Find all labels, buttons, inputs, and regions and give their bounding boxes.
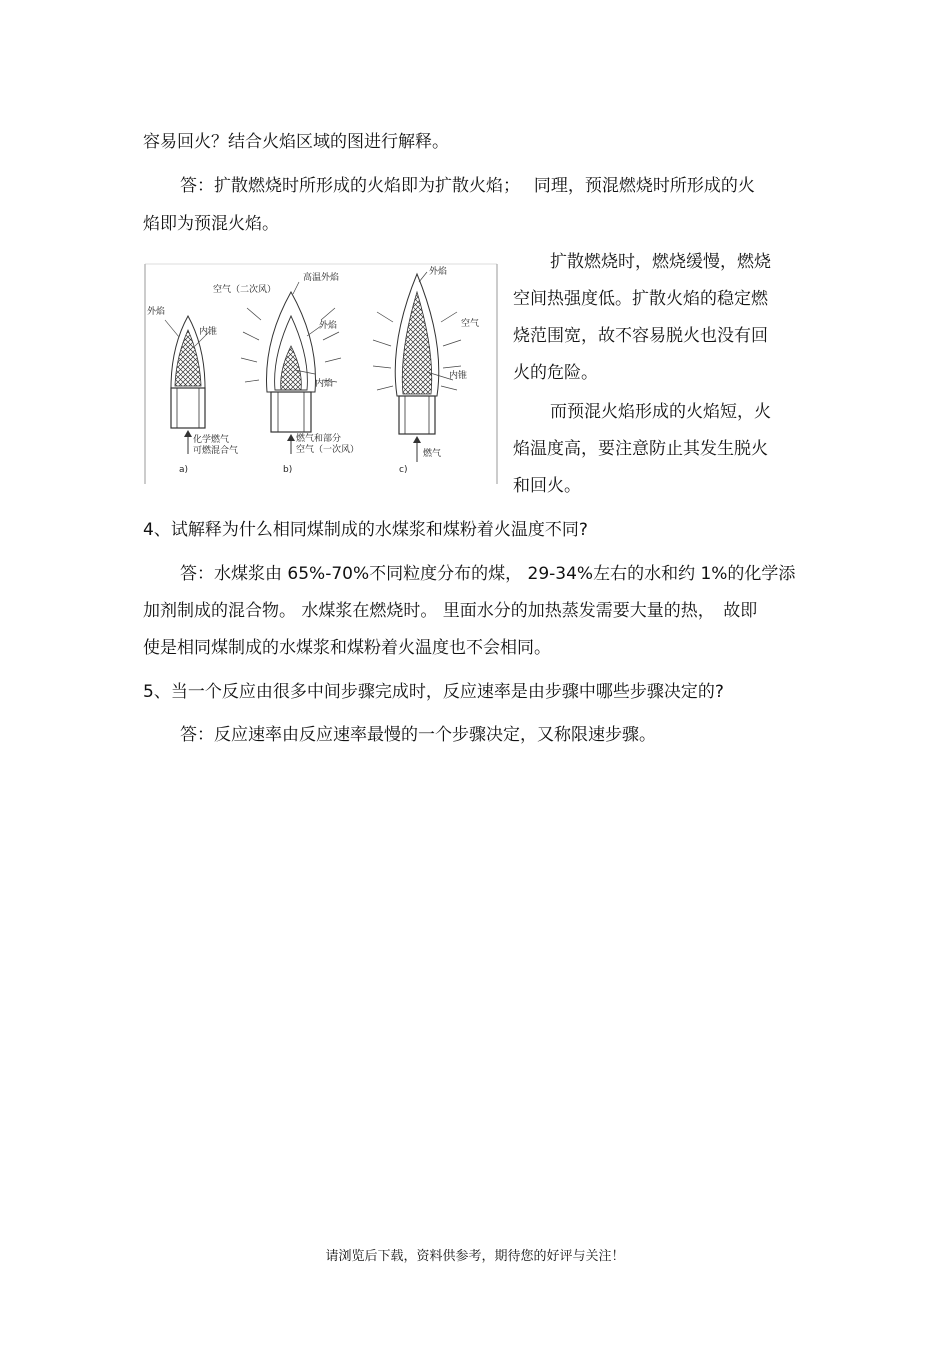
label-a-tag: a) bbox=[179, 465, 189, 475]
answer-line: 焰即为预混火焰。 bbox=[143, 214, 279, 234]
label-c-gas: 燃气 bbox=[423, 449, 442, 459]
answer-line: 答：扩散燃烧时所形成的火焰即为扩散火焰； 同理，预混燃烧时所形成的火 bbox=[180, 176, 755, 196]
label-b-inner: 内焰 bbox=[315, 379, 334, 389]
side-text-line: 和回火。 bbox=[513, 476, 581, 496]
label-c-outer: 外焰 bbox=[429, 267, 448, 277]
answer-5: 答：反应速率由反应速率最慢的一个步骤决定，又称限速步骤。 bbox=[180, 725, 656, 745]
flame-c bbox=[373, 272, 461, 462]
label-b-gas-2: 空气（一次风） bbox=[296, 445, 360, 455]
label-a-mix-2: 可燃混合气 bbox=[193, 446, 239, 456]
label-b-tag: b) bbox=[283, 465, 293, 475]
page-footer: 请浏览后下载，资料供参考，期待您的好评与关注！ bbox=[325, 1249, 625, 1264]
label-c-inner: 内锥 bbox=[449, 371, 468, 381]
label-a-mix-1: 化学燃气 bbox=[193, 435, 230, 445]
side-text-line: 空间热强度低。扩散火焰的稳定燃 bbox=[513, 289, 768, 309]
question-5: 5、当一个反应由很多中间步骤完成时，反应速率是由步骤中哪些步骤决定的? bbox=[143, 682, 724, 702]
text-line: 容易回火？结合火焰区域的图进行解释。 bbox=[143, 132, 449, 152]
label-a-inner: 内锥 bbox=[199, 327, 218, 337]
label-b-high-temp: 高温外焰 bbox=[303, 273, 340, 283]
flame-diagram bbox=[143, 262, 499, 488]
side-text-line: 扩散燃烧时，燃烧缓慢，燃烧 bbox=[550, 252, 771, 272]
side-text-line: 焰温度高，要注意防止其发生脱火 bbox=[513, 439, 768, 459]
answer-4-line: 使是相同煤制成的水煤浆和煤粉着火温度也不会相同。 bbox=[143, 638, 551, 658]
label-b-outer: 外焰 bbox=[319, 321, 338, 331]
label-b-gas-1: 燃气和部分 bbox=[296, 434, 342, 444]
side-text-line: 而预混火焰形成的火焰短，火 bbox=[550, 402, 771, 422]
label-a-outer: 外焰 bbox=[147, 307, 166, 317]
label-c-tag: c) bbox=[399, 465, 408, 475]
answer-4-line: 答：水煤浆由 65%-70%不同粒度分布的煤， 29-34%左右的水和约 1%的化学添 bbox=[180, 564, 796, 584]
flame-b bbox=[241, 282, 341, 454]
side-text-line: 烧范围宽，故不容易脱火也没有回 bbox=[513, 326, 768, 346]
answer-4-line: 加剂制成的混合物。 水煤浆在燃烧时。 里面水分的加热蒸发需要大量的热， 故即 bbox=[143, 601, 758, 621]
side-text-line: 火的危险。 bbox=[513, 363, 598, 383]
question-4: 4、试解释为什么相同煤制成的水煤浆和煤粉着火温度不同? bbox=[143, 520, 588, 540]
label-c-air: 空气 bbox=[461, 319, 480, 329]
label-b-secondary-air: 空气（二次风） bbox=[213, 285, 277, 295]
